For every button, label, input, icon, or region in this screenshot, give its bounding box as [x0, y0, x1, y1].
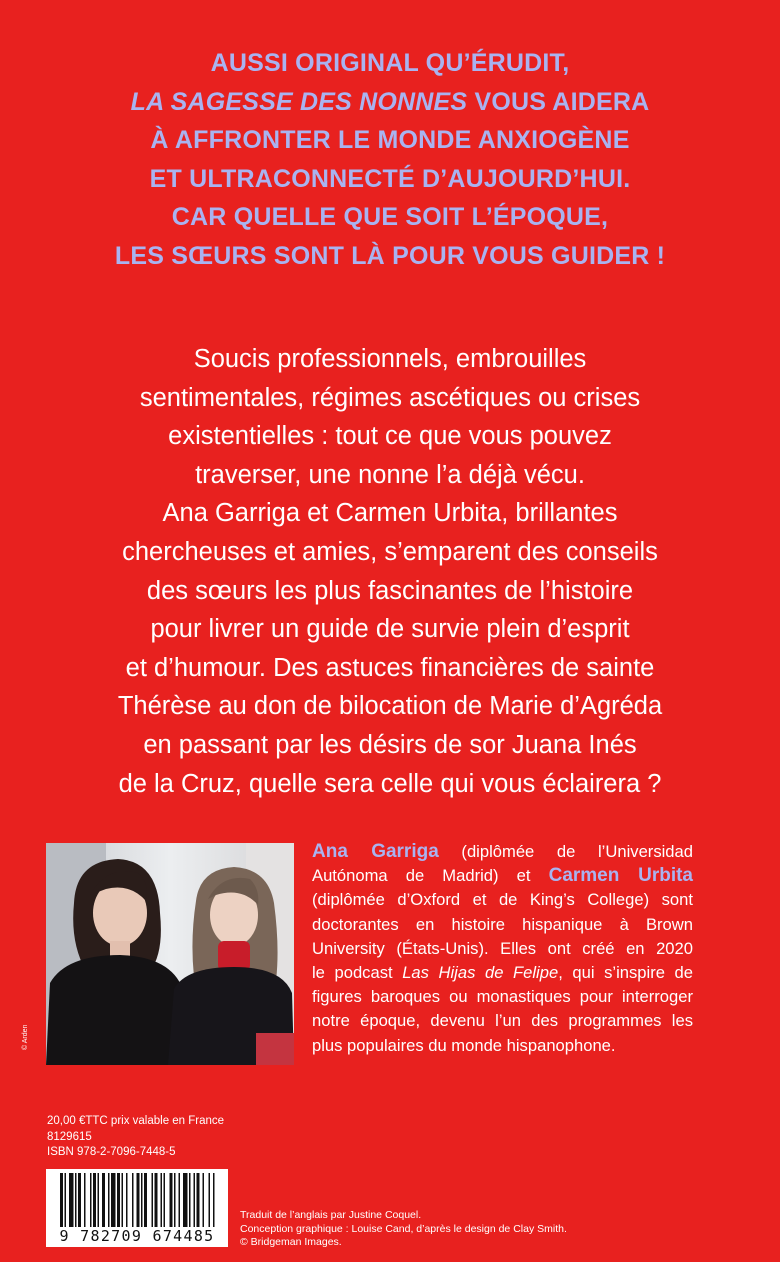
- bio-line: [312, 864, 693, 888]
- bio-line: (diplômée d’Oxford et de King’s College) sont: [312, 890, 693, 910]
- author-name-ana: Ana Garriga: [312, 841, 439, 862]
- headline-fragment: VOUS AIDERA: [467, 87, 650, 116]
- photo-credit: © Arden: [22, 1024, 29, 1050]
- product-code: 8129615: [47, 1130, 92, 1143]
- blurb-line: chercheuses et amies, s’emparent des conseils: [122, 537, 658, 566]
- blurb-line: en passant par les désirs de sor Juana Inés: [143, 730, 637, 759]
- blurb-line: pour livrer un guide de survie plein d’esprit: [150, 615, 630, 644]
- translator-credit: Traduit de l’anglais par Justine Coquel.: [240, 1209, 422, 1221]
- podcast-title: Las Hijas de Felipe: [402, 963, 559, 983]
- bio-line: plus populaires du monde hispanophone.: [312, 1035, 616, 1055]
- price-block: [47, 1114, 224, 1161]
- blurb-line: des sœurs les plus fascinantes de l’histoire: [146, 576, 634, 605]
- price-text: 20,00 €TTC prix valable en France: [47, 1115, 225, 1127]
- bio-fragment: (diplômée de l’Universidad: [461, 842, 693, 861]
- barcode-digits: 9 782709 674485: [59, 1227, 215, 1245]
- author-photo: [46, 843, 294, 1065]
- blurb-line: Thérèse au don de bilocation de Marie d’Agréda: [117, 692, 663, 721]
- barcode-bars: [46, 1173, 228, 1233]
- headline-line: ET ULTRACONNECTÉ D’AUJOURD’HUI.: [149, 164, 631, 193]
- bio-line: doctorantes en histoire hispanique à Brown: [312, 914, 693, 934]
- design-credit: Conception graphique : Louise Cand, d’après le design de Clay Smith.: [240, 1222, 567, 1235]
- blurb-line: Ana Garriga et Carmen Urbita, brillantes: [162, 499, 618, 528]
- blurb-line: traverser, une nonne l’a déjà vécu.: [195, 460, 585, 489]
- isbn-text: ISBN 978-2-7096-7448-5: [47, 1146, 176, 1158]
- bio-fragment: le podcast: [312, 963, 393, 983]
- author-name-carmen: Carmen Urbita: [548, 865, 693, 887]
- bio-fragment: , qui s’inspire de: [558, 963, 693, 983]
- blurb-line: existentielles : tout ce que vous pouvez: [168, 422, 612, 451]
- blurb-line: et d’humour. Des astuces financières de sainte: [125, 653, 655, 682]
- book-title: LA SAGESSE DES NONNES: [130, 87, 468, 116]
- author-photo-illustration: [46, 843, 294, 1065]
- blurb-line: de la Cruz, quelle sera celle qui vous éclairera ?: [118, 769, 662, 798]
- blurb-line: Soucis professionnels, embrouilles: [193, 345, 587, 373]
- blurb-line: sentimentales, régimes ascétiques ou crises: [139, 383, 641, 412]
- headline: [0, 44, 780, 275]
- bio-fragment: Autónoma de Madrid) et: [312, 866, 531, 886]
- headline-line: À AFFRONTER LE MONDE ANXIOGÈNE: [150, 126, 630, 154]
- author-bio: [312, 840, 693, 1058]
- headline-line: LES SŒURS SONT LÀ POUR VOUS GUIDER !: [114, 241, 666, 270]
- bio-line: figures baroques ou monastiques pour interroger: [312, 987, 693, 1007]
- blurb: [0, 340, 780, 803]
- headline-line: CAR QUELLE QUE SOIT L’ÉPOQUE,: [171, 203, 609, 231]
- credits: [240, 1209, 567, 1250]
- bio-line: [312, 840, 693, 864]
- barcode: [46, 1169, 228, 1247]
- bio-line: University (États-Unis). Elles ont créé en 2020: [312, 938, 693, 958]
- image-credit: © Bridgeman Images.: [240, 1236, 342, 1249]
- headline-line: AUSSI ORIGINAL QU’ÉRUDIT,: [210, 49, 570, 77]
- bio-line: notre époque, devenu l’un des programmes les: [312, 1011, 693, 1031]
- headline-line: [0, 83, 780, 122]
- bio-line: [312, 961, 693, 985]
